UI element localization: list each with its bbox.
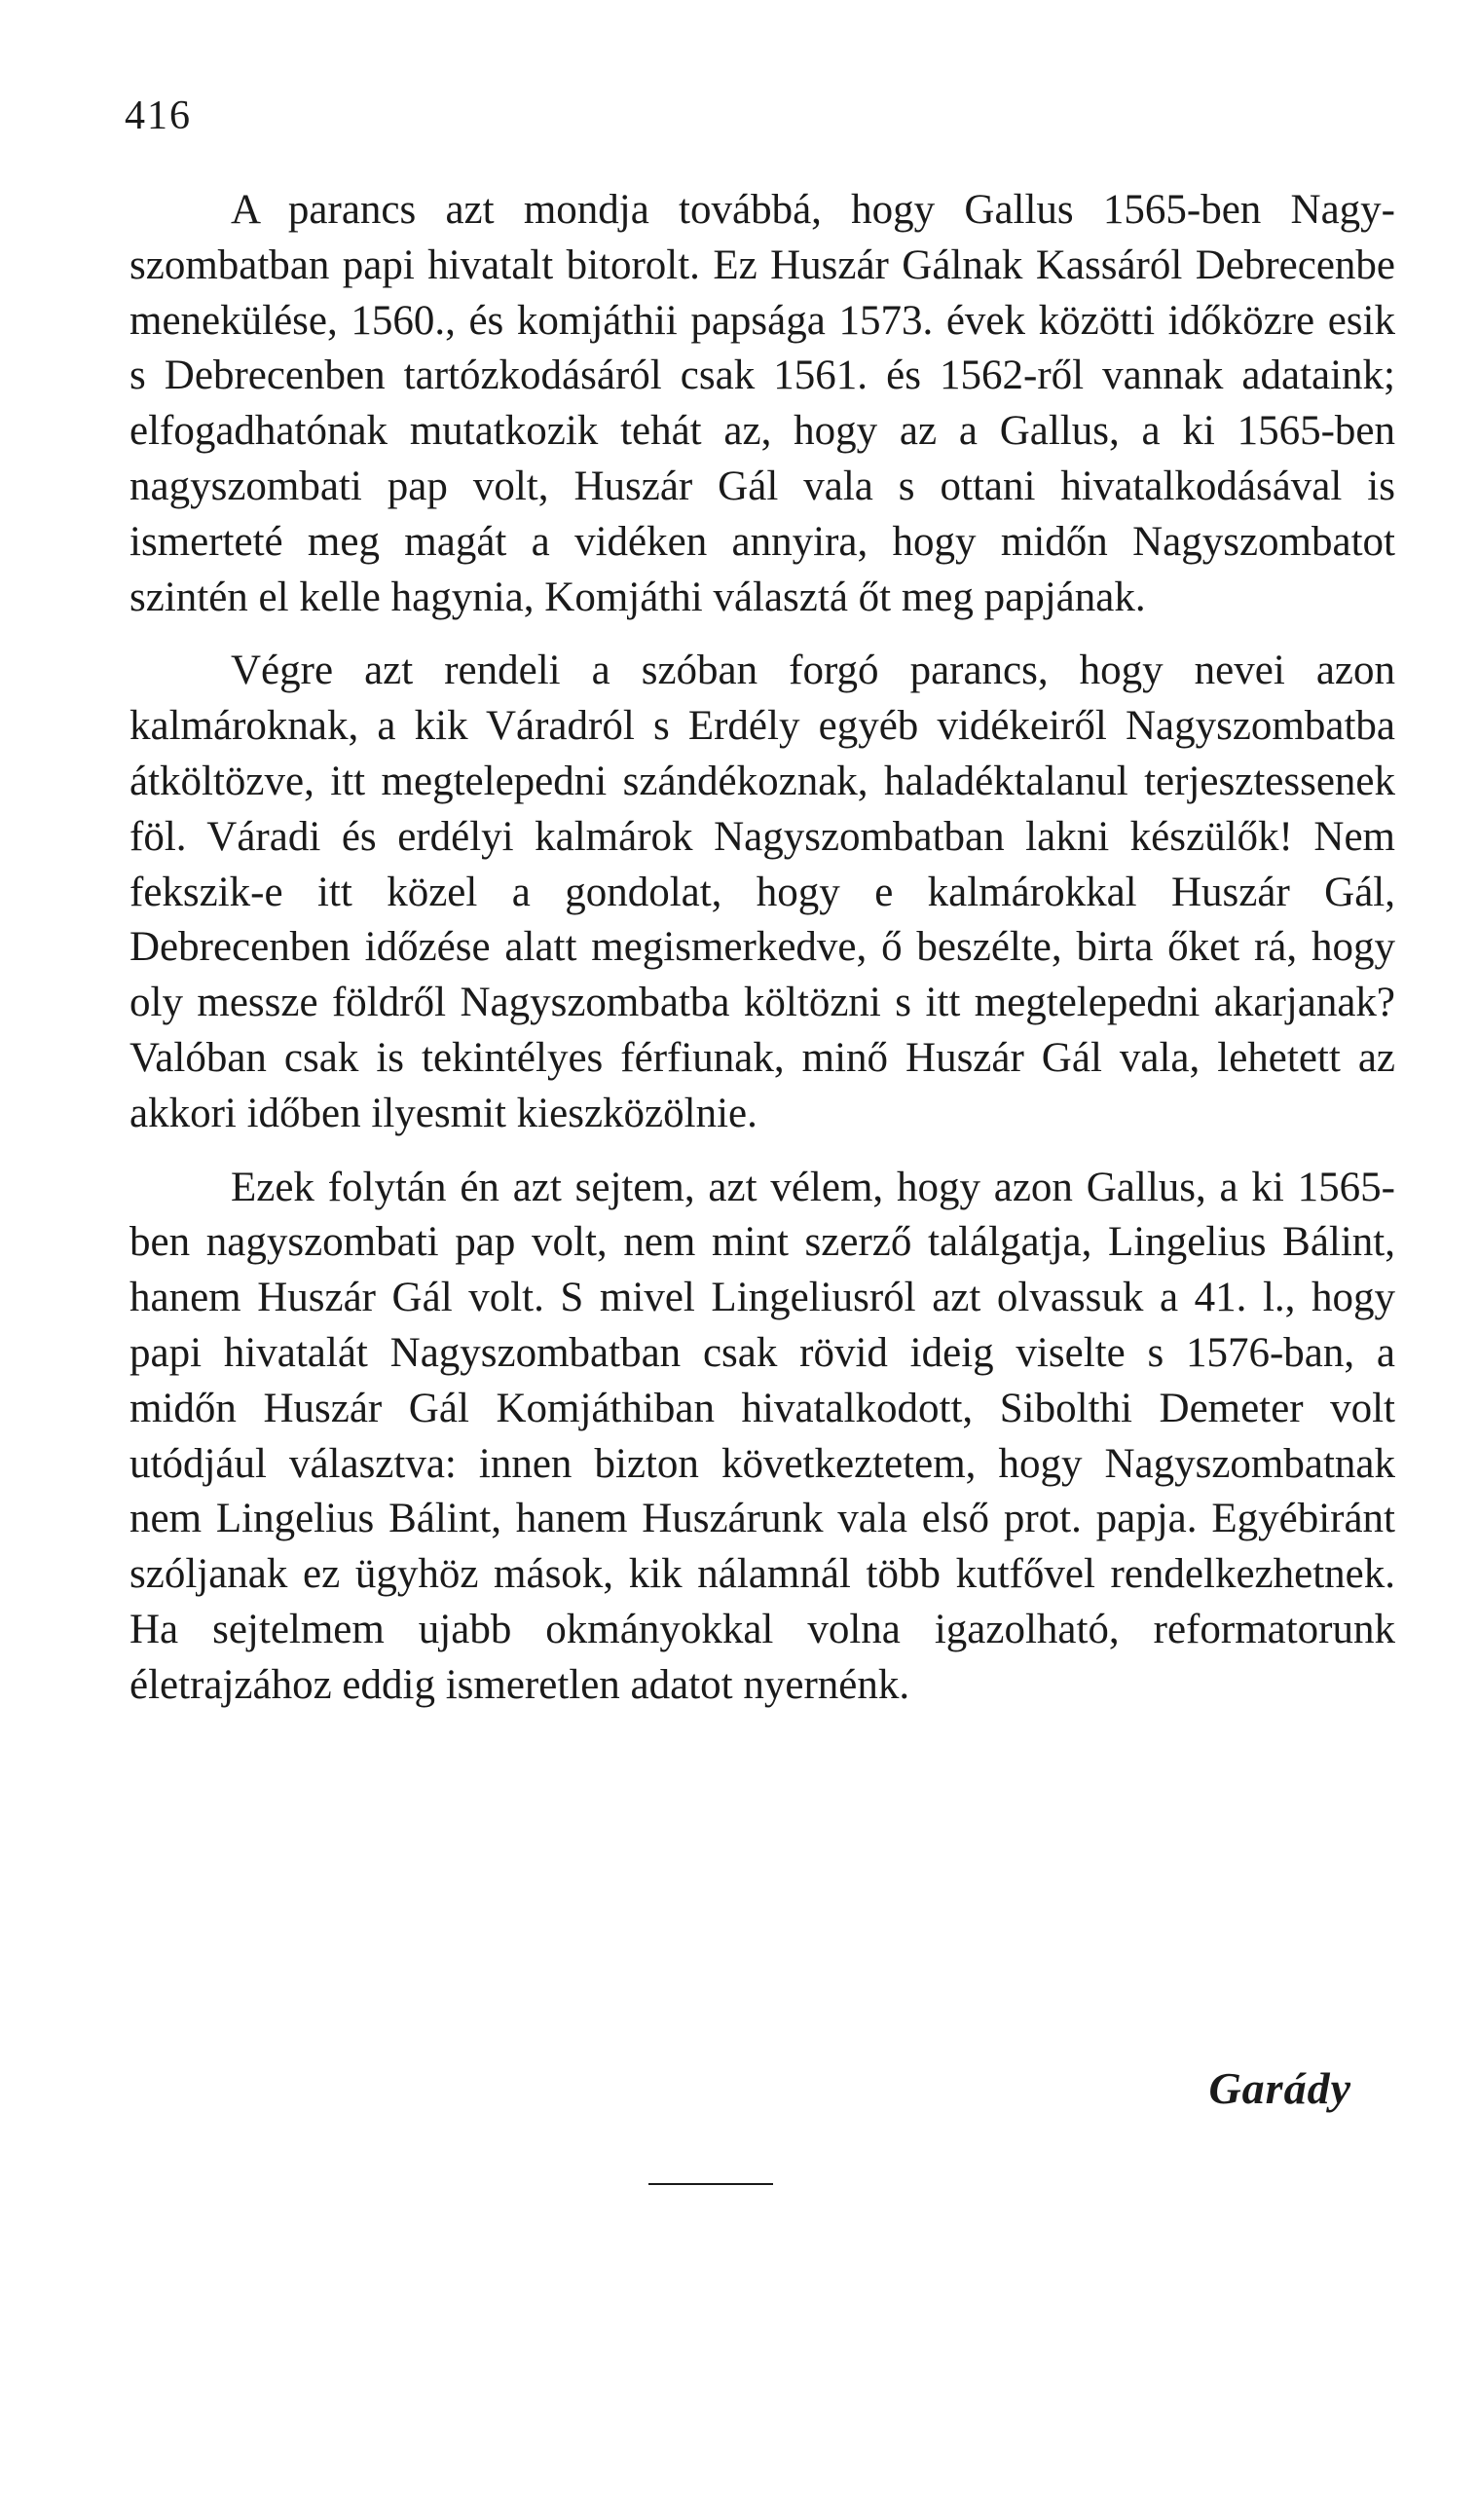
body-text bbox=[129, 183, 1395, 1714]
page-number: 416 bbox=[125, 93, 192, 138]
author-signature: Garády bbox=[1208, 2063, 1351, 2113]
paragraph-2: Végre azt rendeli a szóban forgó parancs, hogy nevei azon kalmároknak, a kik Váradról s Erdély egyéb vidékeiről Nagyszombatba átköltözve, itt megtelepedni szándékoznak, haladéktalanul terjesztessenek föl. Váradi és erdélyi kalmárok Nagyszombatban lakni készülők! Nem fekszik-e itt közel a gondolat, hogy e kalmárokkal Huszár Gál, Debrecenben időzése alatt megismerkedve, ő beszélte, birta őket rá, hogy oly messze földről Nagyszombatba költözni s itt megtelepedni akarjanak? Valóban csak is tekintélyes férfiunak, minő Huszár Gál vala, lehetett az akkori időben ilyesmit kieszközölnie. bbox=[129, 648, 1395, 1136]
paragraph-3: Ezek folytán én azt sejtem, azt vélem, hogy azon Gallus, a ki 1565-ben nagyszombati pap volt, nem mint szerző találgatja, Lingelius Bálint, hanem Huszár Gál volt. S mivel Lingeliusról azt olvassuk a 41. l., hogy papi hivatalát Nagyszombatban csak rövid ideig viselte s 1576-ban, a midőn Huszár Gál Komjáthiban hivatalkodott, Sibolthi Demeter volt utódjául választva: innen bizton következtetem, hogy Nagyszombatnak nem Lingelius Bálint, hanem Huszárunk vala első prot. papja. Egyébiránt szóljanak ez ügyhöz mások, kik nálamnál több kutfővel rendelkezhetnek. Ha sejtelmem ujabb okmányokkal volna igazolható, reformatorunk életrajzához eddig ismeretlen adatot nyernénk. bbox=[129, 1164, 1395, 1708]
section-divider bbox=[648, 2183, 773, 2185]
paragraph-1: A parancs azt mondja továbbá, hogy Gallus 1565-ben Nagyszombatban papi hivatalt bitorolt. Ez Huszár Gálnak Kassáról Debrecenbe menekülése, 1560., és komjáthii papsága 1573. évek közötti időközre esik s Debrecenben tartózkodásáról csak 1561. és 1562-ről vannak adataink; elfogadhatónak mutatkozik tehát az, hogy az a Gallus, a ki 1565-ben nagyszombati pap volt, Huszár Gál vala s ottani hivatalkodásával is ismerteté meg magát a vidéken annyira, hogy midőn Nagyszombatot szintén el kelle hagynia, Komjáthi választá őt meg papjának. bbox=[129, 187, 1395, 620]
